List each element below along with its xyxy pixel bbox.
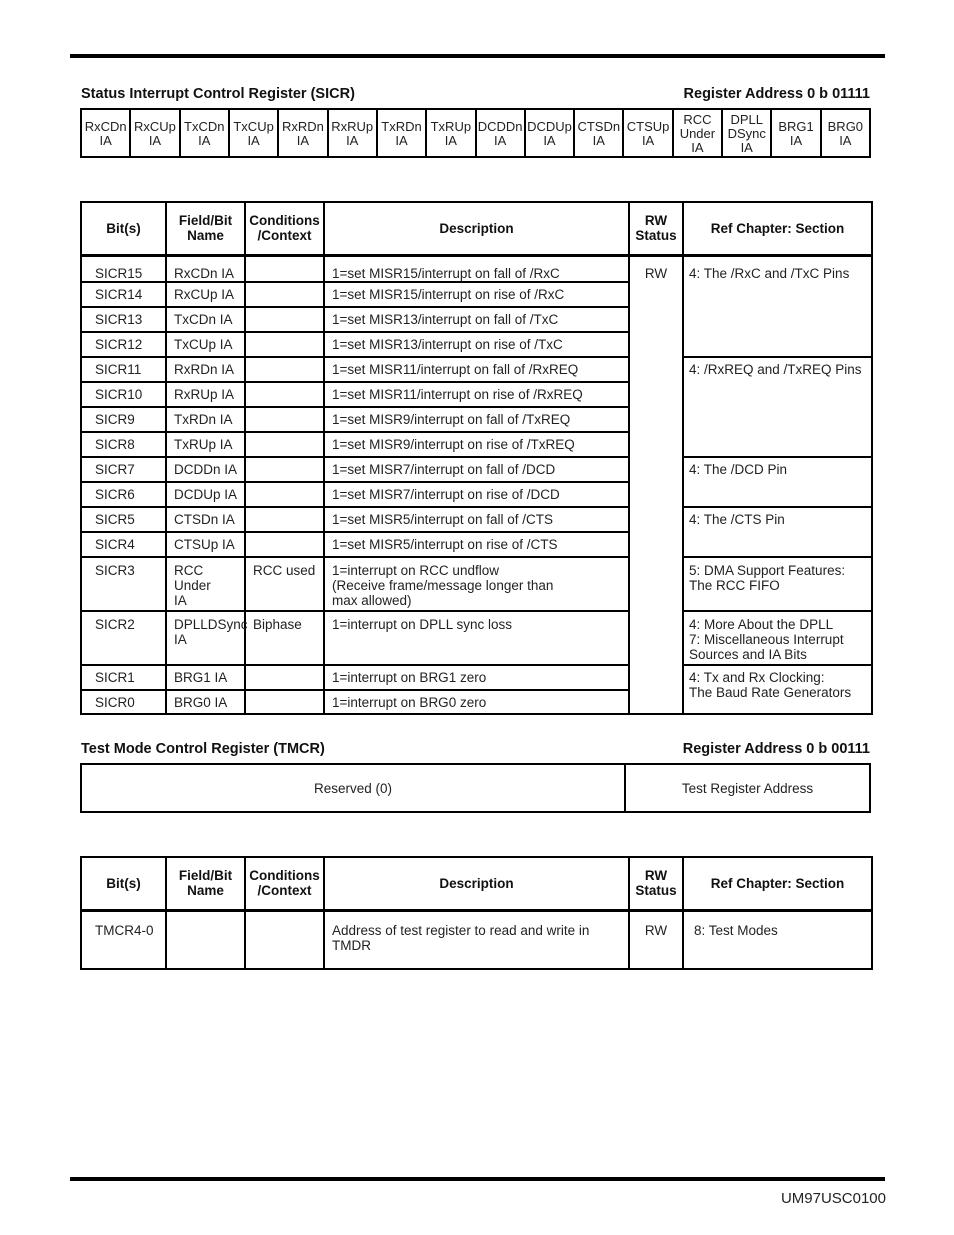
conditions-cell — [245, 910, 324, 969]
conditions-cell — [245, 532, 324, 557]
bit-cell: SICR0 — [81, 690, 166, 714]
conditions-cell — [245, 690, 324, 714]
description-cell: 1=set MISR7/interrupt on rise of /DCD — [324, 482, 629, 507]
field-cell: RxRUp IA — [166, 382, 245, 407]
bit-cell: DCDUp IA — [526, 110, 575, 156]
top-rule — [70, 54, 885, 58]
description-cell: 1=set MISR15/interrupt on rise of /RxC — [324, 282, 629, 307]
bit-cell: SICR7 — [81, 457, 166, 482]
col-header-ref: Ref Chapter: Section — [683, 202, 872, 255]
bit-cell: RxCDn IA — [82, 110, 131, 156]
table-row — [81, 457, 872, 482]
description-cell: 1=set MISR9/interrupt on rise of /TxREQ — [324, 432, 629, 457]
table-row — [81, 611, 872, 665]
ref-cell: 4: More About the DPLL 7: Miscellaneous Interrupt Sources and IA Bits — [683, 611, 872, 665]
description-cell: 1=set MISR11/interrupt on rise of /RxREQ — [324, 382, 629, 407]
conditions-cell — [245, 382, 324, 407]
conditions-cell: RCC used — [245, 557, 324, 611]
rw-cell: RW — [629, 255, 683, 714]
reserved-field: Reserved (0) — [82, 765, 626, 811]
conditions-cell — [245, 507, 324, 532]
conditions-cell — [245, 457, 324, 482]
bit-cell: SICR8 — [81, 432, 166, 457]
bit-cell: SICR9 — [81, 407, 166, 432]
bit-cell: RCC Under IA — [674, 110, 723, 156]
field-cell: TxCDn IA — [166, 307, 245, 332]
bit-cell: SICR4 — [81, 532, 166, 557]
ref-cell: 8: Test Modes — [683, 910, 872, 969]
conditions-cell — [245, 307, 324, 332]
table-row — [81, 255, 872, 282]
description-cell: Address of test register to read and write in TMDR — [324, 910, 629, 969]
test-register-address-field: Test Register Address — [681, 780, 814, 796]
field-cell: TxRDn IA — [166, 407, 245, 432]
field-cell: CTSDn IA — [166, 507, 245, 532]
bit-cell: TxCUp IA — [230, 110, 279, 156]
col-header-field: Field/Bit Name — [166, 857, 245, 910]
bit-cell: SICR14 — [81, 282, 166, 307]
description-cell: 1=interrupt on RCC undflow (Receive frame/message longer than max allowed) — [324, 557, 629, 611]
description-cell: 1=set MISR5/interrupt on fall of /CTS — [324, 507, 629, 532]
col-header-rw: RW Status — [629, 202, 683, 255]
bit-cell: SICR1 — [81, 665, 166, 690]
bit-cell: SICR13 — [81, 307, 166, 332]
field-cell: RxCUp IA — [166, 282, 245, 307]
sicr-description-table — [80, 201, 873, 715]
table-row — [81, 507, 872, 532]
conditions-cell: Biphase — [245, 611, 324, 665]
bit-cell: CTSDn IA — [575, 110, 624, 156]
bit-cell: TxRDn IA — [378, 110, 427, 156]
field-cell: BRG0 IA — [166, 690, 245, 714]
description-cell: 1=interrupt on DPLL sync loss — [324, 611, 629, 665]
bit-cell: RxRDn IA — [279, 110, 328, 156]
ref-cell: 4: Tx and Rx Clocking: The Baud Rate Generators — [683, 665, 872, 714]
col-header-bits: Bit(s) — [81, 202, 166, 255]
col-header-description: Description — [324, 202, 629, 255]
bit-cell: SICR11 — [81, 357, 166, 382]
field-cell: CTSUp IA — [166, 532, 245, 557]
description-cell: 1=set MISR15/interrupt on fall of /RxC — [324, 255, 629, 282]
bit-cell: RxRUp IA — [329, 110, 378, 156]
description-cell: 1=set MISR11/interrupt on fall of /RxREQ — [324, 357, 629, 382]
col-header-conditions: Conditions /Context — [245, 202, 324, 255]
field-cell: BRG1 IA — [166, 665, 245, 690]
ref-cell: 5: DMA Support Features: The RCC FIFO — [683, 557, 872, 611]
bit-cell: RxCUp IA — [131, 110, 180, 156]
ref-cell: 4: /RxREQ and /TxREQ Pins — [683, 357, 872, 457]
field-cell: RCC Under IA — [166, 557, 245, 611]
bottom-rule — [70, 1177, 885, 1181]
conditions-cell — [245, 282, 324, 307]
field-cell: DCDUp IA — [166, 482, 245, 507]
conditions-cell — [245, 357, 324, 382]
col-header-description: Description — [324, 857, 629, 910]
bit-cell: TxRUp IA — [427, 110, 476, 156]
conditions-cell — [245, 332, 324, 357]
description-cell: 1=interrupt on BRG0 zero — [324, 690, 629, 714]
table-row — [81, 357, 872, 382]
description-cell: 1=set MISR13/interrupt on fall of /TxC — [324, 307, 629, 332]
bit-cell: DPLL DSync IA — [723, 110, 772, 156]
bit-cell: BRG1 IA — [772, 110, 821, 156]
conditions-cell — [245, 255, 324, 282]
bit-cell: TMCR4-0 — [81, 910, 166, 969]
description-cell: 1=set MISR13/interrupt on rise of /TxC — [324, 332, 629, 357]
col-header-bits: Bit(s) — [81, 857, 166, 910]
tmcr-description-table — [80, 856, 873, 970]
col-header-field: Field/Bit Name — [166, 202, 245, 255]
bit-cell: SICR3 — [81, 557, 166, 611]
conditions-cell — [245, 407, 324, 432]
bit-cell: BRG0 IA — [827, 119, 864, 148]
description-cell: 1=set MISR7/interrupt on fall of /DCD — [324, 457, 629, 482]
table-row — [81, 665, 872, 690]
field-cell: TxRUp IA — [166, 432, 245, 457]
description-cell: 1=set MISR5/interrupt on rise of /CTS — [324, 532, 629, 557]
bit-cell: CTSUp IA — [624, 110, 673, 156]
bit-cell: SICR15 — [81, 255, 166, 282]
description-cell: 1=set MISR9/interrupt on fall of /TxREQ — [324, 407, 629, 432]
tmcr-bitmap — [80, 763, 871, 813]
sicr-bitmap — [80, 108, 871, 158]
document-code: UM97USC0100 — [780, 1190, 886, 1207]
col-header-ref: Ref Chapter: Section — [683, 857, 872, 910]
table-row — [81, 557, 872, 611]
conditions-cell — [245, 432, 324, 457]
field-cell: RxRDn IA — [166, 357, 245, 382]
bit-cell: TxCDn IA — [181, 110, 230, 156]
rw-cell: RW — [629, 910, 683, 969]
ref-cell: 4: The /CTS Pin — [683, 507, 872, 557]
field-cell — [166, 910, 245, 969]
bit-cell: SICR2 — [81, 611, 166, 665]
description-cell: 1=interrupt on BRG1 zero — [324, 665, 629, 690]
table-row — [81, 910, 872, 969]
conditions-cell — [245, 665, 324, 690]
field-cell: RxCDn IA — [166, 255, 245, 282]
bit-cell: SICR6 — [81, 482, 166, 507]
bit-cell: SICR5 — [81, 507, 166, 532]
tmcr-title: Test Mode Control Register (TMCR) — [81, 741, 325, 757]
conditions-cell — [245, 482, 324, 507]
field-cell: DCDDn IA — [166, 457, 245, 482]
tmcr-address: Register Address 0 b 00111 — [682, 741, 870, 757]
col-header-rw: RW Status — [629, 857, 683, 910]
ref-cell: 4: The /RxC and /TxC Pins — [683, 255, 872, 357]
field-cell: TxCUp IA — [166, 332, 245, 357]
bit-cell: SICR10 — [81, 382, 166, 407]
sicr-address: Register Address 0 b 01111 — [683, 86, 870, 102]
col-header-conditions: Conditions /Context — [245, 857, 324, 910]
sicr-title: Status Interrupt Control Register (SICR) — [81, 86, 355, 102]
ref-cell: 4: The /DCD Pin — [683, 457, 872, 507]
field-cell: DPLLDSync IA — [166, 611, 245, 665]
bit-cell: DCDDn IA — [477, 110, 526, 156]
bit-cell: SICR12 — [81, 332, 166, 357]
